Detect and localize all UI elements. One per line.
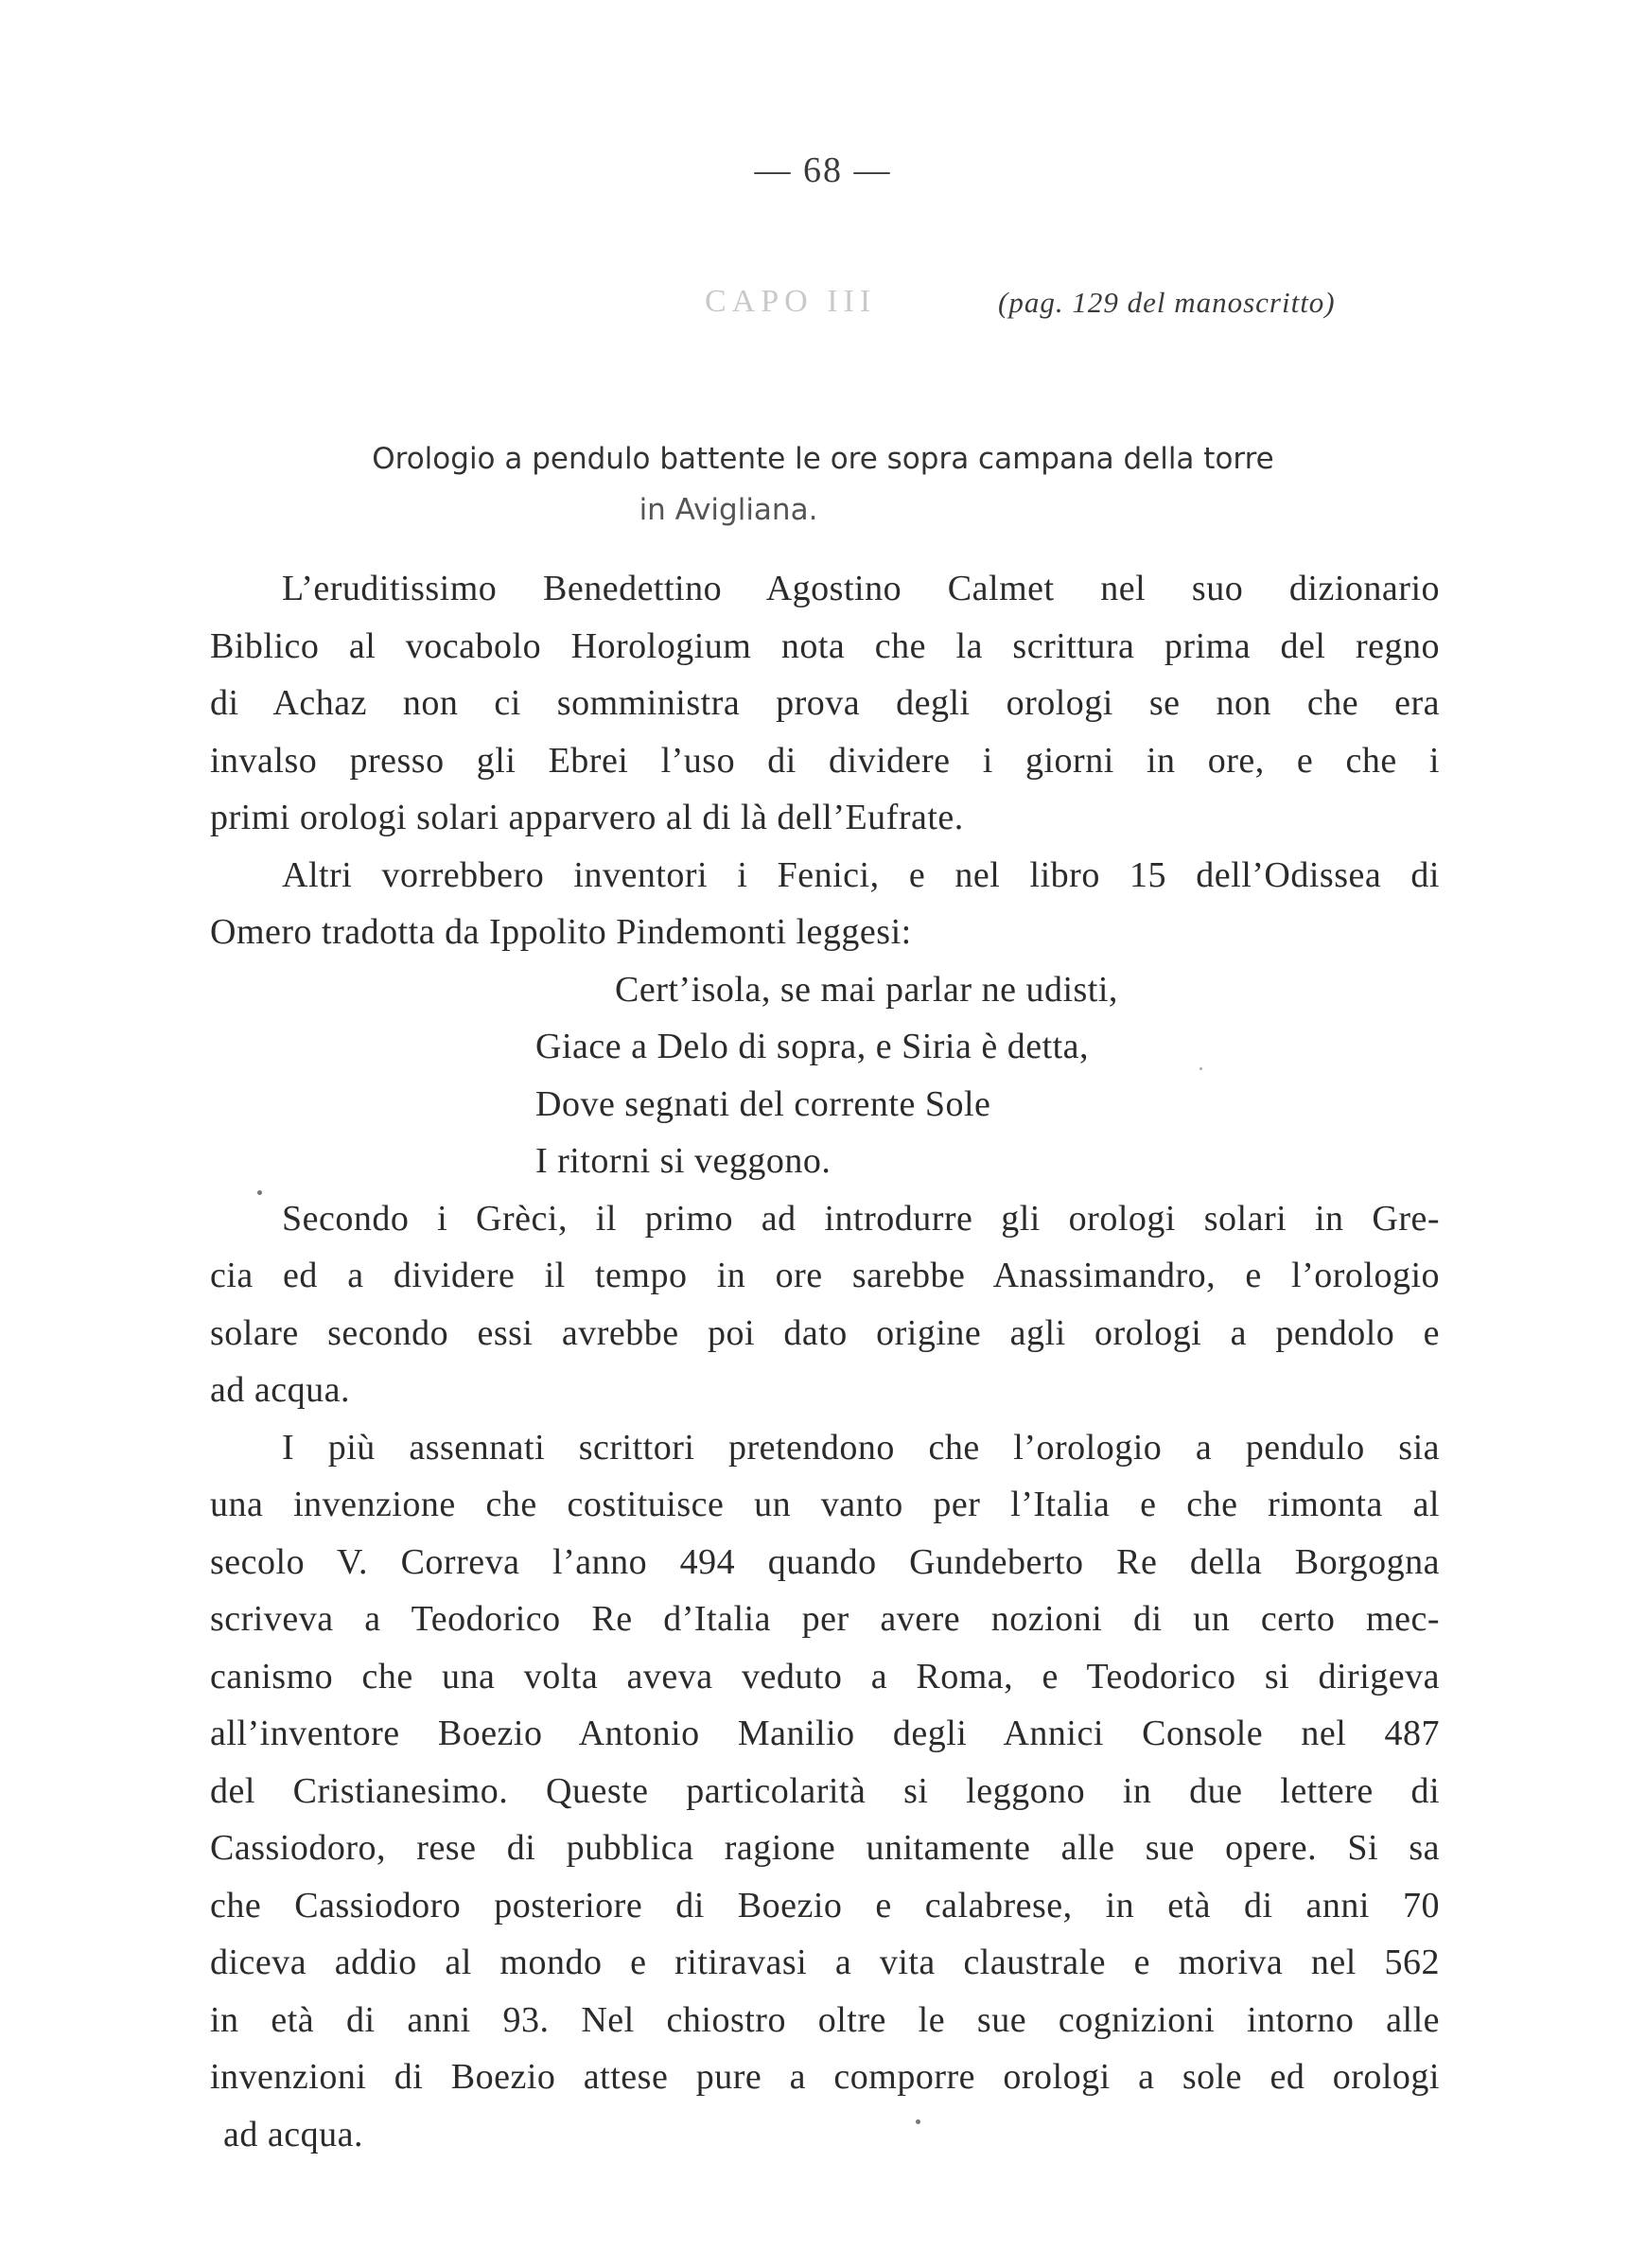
text-line: Altri vorrebbero inventori i Fenici, e nel libro 15 dell’Odissea di (282, 854, 1440, 895)
text-line: Omero tradotta da Ippolito Pindemonti leggesi: (210, 912, 912, 952)
page-number: — 68 — (754, 150, 892, 190)
heading-line-1: Orologio a pendulo battente le ore sopra campana della torre (372, 442, 1274, 476)
text-line: Biblico al vocabolo Horologium nota che la scrittura prima del regno (210, 625, 1440, 666)
verse-line: Giace a Delo di sopra, e Siria è detta, (535, 1027, 1090, 1066)
text-line: in età di anni 93. Nel chiostro oltre le sue cognizioni intorno alle (210, 1999, 1440, 2040)
text-line: ad acqua. (223, 2114, 363, 2154)
ink-speck (1199, 1067, 1202, 1070)
text-line: invenzioni di Boezio attese pure a comporre orologi a sole ed orologi (210, 2057, 1440, 2097)
body-text (210, 560, 1440, 2163)
text-line: che Cassiodoro posteriore di Boezio e calabrese, in età di anni 70 (210, 1885, 1440, 1925)
text-line: invalso presso gli Ebrei l’uso di dividere i giorni in ore, e che i (210, 740, 1440, 781)
text-line: scriveva a Teodorico Re d’Italia per avere nozioni di un certo mec- (210, 1599, 1440, 1639)
text-line: Cassiodoro, rese di pubblica ragione unitamente alle sue opere. Si sa (210, 1828, 1440, 1868)
section-heading (0, 433, 1646, 536)
text-line: Secondo i Grèci, il primo ad introdurre gli orologi solari in Gre- (282, 1198, 1440, 1239)
ink-speck (916, 2119, 920, 2124)
ink-speck (257, 1190, 262, 1195)
paragraph-fenici (210, 847, 1440, 961)
verse-line: I ritorni si veggono. (535, 1141, 832, 1181)
paragraph-calmet (210, 560, 1440, 847)
verse-line: Dove segnati del corrente Sole (535, 1083, 991, 1124)
text-line: cia ed a dividere il tempo in ore sarebbe Anassimandro, e l’orologio (210, 1256, 1440, 1295)
text-line: una invenzione che costituisce un vanto per l’Italia e che rimonta al (210, 1485, 1440, 1524)
chapter-title: CAPO III (705, 284, 877, 319)
text-line: I più assennati scrittori pretendono che l’orologio a pendulo sia (282, 1427, 1440, 1468)
text-line: solare secondo essi avrebbe poi dato origine agli orologi a pendolo e (210, 1312, 1440, 1353)
verse-line: Cert’isola, se mai parlar ne udisti, (615, 969, 1118, 1010)
text-line: L’eruditissimo Benedettino Agostino Calmet nel suo dizionario (282, 569, 1440, 608)
text-line: primi orologi solari apparvero al di là dell’Eufrate. (210, 798, 964, 837)
verse-quotation (210, 961, 1440, 1190)
text-line: all’inventore Boezio Antonio Manilio degli Annici Console nel 487 (210, 1714, 1440, 1753)
heading-line-2: in Avigliana. (639, 493, 818, 527)
text-line: ad acqua. (210, 1370, 350, 1410)
chapter-note: (pag. 129 del manoscritto) (998, 286, 1336, 319)
text-line: secolo V. Correva l’anno 494 quando Gundeberto Re della Borgogna (210, 1541, 1440, 1582)
paragraph-greci (210, 1190, 1440, 1419)
text-line: canismo che una volta aveva veduto a Roma, e Teodorico si dirigeva (210, 1656, 1440, 1697)
text-line: di Achaz non ci somministra prova degli orologi se non che era (210, 683, 1440, 723)
paragraph-pendulo (210, 1419, 1440, 2164)
text-line: diceva addio al mondo e ritiravasi a vita claustrale e moriva nel 562 (210, 1943, 1440, 1982)
text-line: del Cristianesimo. Queste particolarità si leggono in due lettere di (210, 1770, 1440, 1811)
